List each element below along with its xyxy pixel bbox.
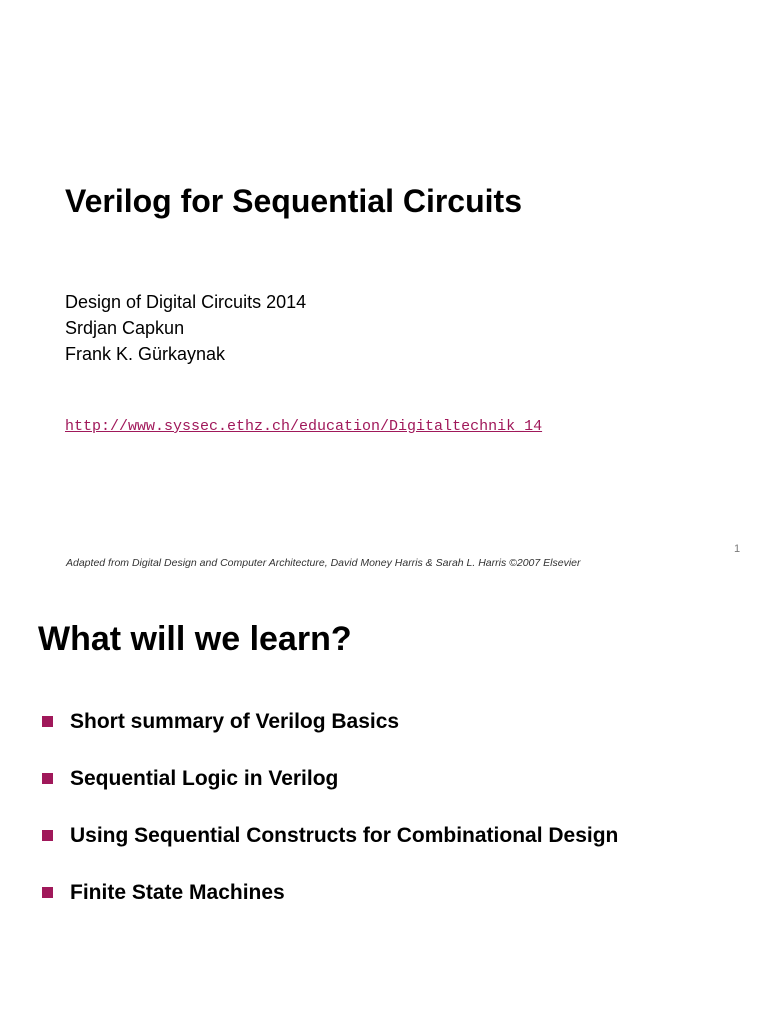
list-item — [42, 807, 618, 864]
list-item — [42, 693, 618, 750]
list-item — [42, 750, 618, 807]
bullet-text: Sequential Logic in Verilog — [70, 767, 339, 790]
bullet-text: Finite State Machines — [70, 881, 285, 904]
page-number: 1 — [734, 543, 741, 555]
bullet-text: Short summary of Verilog Basics — [70, 710, 400, 733]
slide-title: Verilog for Sequential Circuits — [65, 183, 522, 219]
slide-title: What will we learn? — [38, 620, 352, 658]
square-bullet-icon — [42, 887, 53, 898]
square-bullet-icon — [42, 716, 53, 727]
author-name: Srdjan Capkun — [65, 318, 185, 338]
course-name: Design of Digital Circuits 2014 — [65, 292, 307, 312]
author-name: Frank K. Gürkaynak — [65, 344, 226, 364]
square-bullet-icon — [42, 830, 53, 841]
course-url-link[interactable]: http://www.syssec.ethz.ch/education/Digitaltechnik_14 — [65, 418, 543, 435]
list-item — [42, 864, 618, 921]
bullet-list — [42, 693, 618, 921]
source-credit: Adapted from Digital Design and Computer Architecture, David Money Harris & Sarah L. Harris ©2007 Elsevier — [66, 557, 581, 569]
slide-2 — [0, 585, 768, 1024]
bullet-text: Using Sequential Constructs for Combinational Design — [70, 824, 619, 847]
square-bullet-icon — [42, 773, 53, 784]
